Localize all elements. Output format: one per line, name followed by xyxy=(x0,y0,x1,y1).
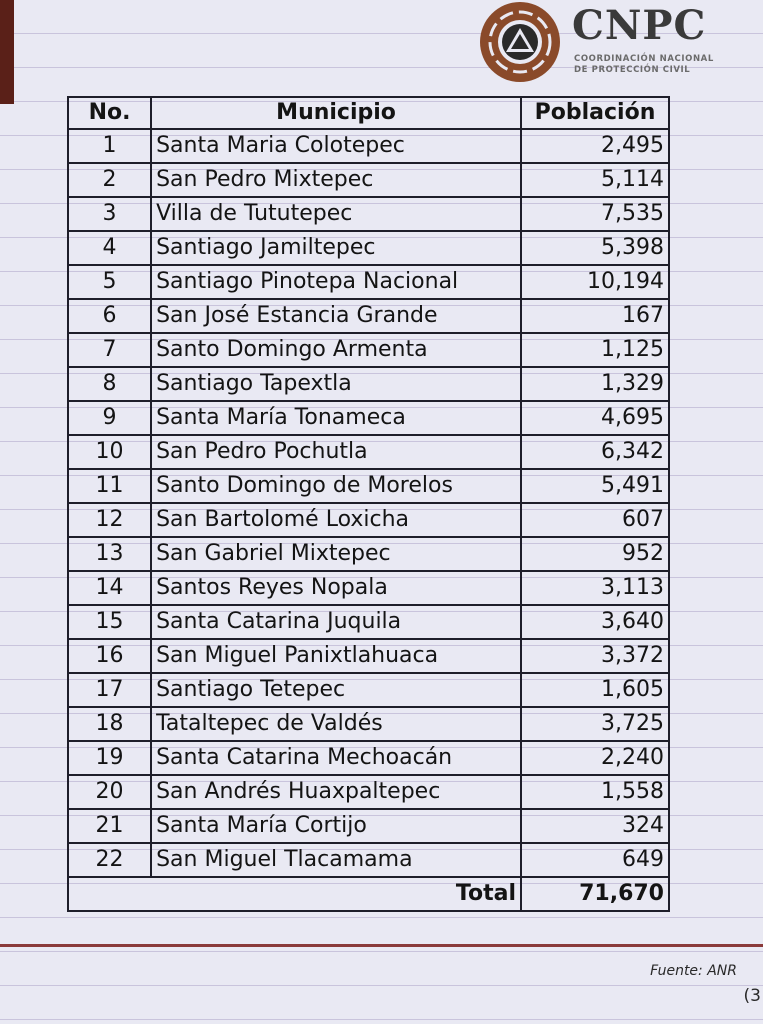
table-row xyxy=(68,231,669,265)
cnpc-emblem-icon xyxy=(478,0,562,84)
source-note: Fuente: ANR xyxy=(650,963,737,979)
table-row xyxy=(68,741,669,775)
row-poblacion: 3,725 xyxy=(521,707,669,741)
row-municipio: Santa María Cortijo xyxy=(151,809,521,843)
row-poblacion: 3,113 xyxy=(521,571,669,605)
header-num: No. xyxy=(68,97,151,129)
row-municipio: Santos Reyes Nopala xyxy=(151,571,521,605)
left-edge-tab xyxy=(0,0,14,104)
row-municipio: Villa de Tututepec xyxy=(151,197,521,231)
table-row xyxy=(68,265,669,299)
row-poblacion: 4,695 xyxy=(521,401,669,435)
header-poblacion: Población xyxy=(521,97,669,129)
row-municipio: Santo Domingo Armenta xyxy=(151,333,521,367)
table-row xyxy=(68,843,669,877)
table-row xyxy=(68,333,669,367)
table-row xyxy=(68,401,669,435)
row-num: 11 xyxy=(68,469,151,503)
table-row xyxy=(68,775,669,809)
population-table xyxy=(67,96,670,912)
row-municipio: San Miguel Tlacamama xyxy=(151,843,521,877)
row-poblacion: 3,640 xyxy=(521,605,669,639)
row-municipio: Santa Catarina Juquila xyxy=(151,605,521,639)
table-row xyxy=(68,503,669,537)
table-header-row xyxy=(68,97,669,129)
row-num: 17 xyxy=(68,673,151,707)
row-num: 1 xyxy=(68,129,151,163)
page-number: (3 xyxy=(743,986,761,1006)
row-municipio: San Bartolomé Loxicha xyxy=(151,503,521,537)
row-municipio: San Miguel Panixtlahuaca xyxy=(151,639,521,673)
row-poblacion: 1,329 xyxy=(521,367,669,401)
row-municipio: Santiago Tetepec xyxy=(151,673,521,707)
row-municipio: Santo Domingo de Morelos xyxy=(151,469,521,503)
row-municipio: San Pedro Mixtepec xyxy=(151,163,521,197)
row-poblacion: 649 xyxy=(521,843,669,877)
total-label: Total xyxy=(68,877,521,911)
row-poblacion: 7,535 xyxy=(521,197,669,231)
row-municipio: San José Estancia Grande xyxy=(151,299,521,333)
row-municipio: San Gabriel Mixtepec xyxy=(151,537,521,571)
table-row xyxy=(68,809,669,843)
header-municipio: Municipio xyxy=(151,97,521,129)
total-row xyxy=(68,877,669,911)
row-poblacion: 6,342 xyxy=(521,435,669,469)
row-num: 3 xyxy=(68,197,151,231)
row-poblacion: 952 xyxy=(521,537,669,571)
cnpc-logo xyxy=(478,0,763,84)
row-poblacion: 2,495 xyxy=(521,129,669,163)
table-row xyxy=(68,605,669,639)
row-poblacion: 1,605 xyxy=(521,673,669,707)
row-municipio: Santa Catarina Mechoacán xyxy=(151,741,521,775)
table-row xyxy=(68,707,669,741)
logo-title: CNPC xyxy=(572,2,707,49)
table-row xyxy=(68,537,669,571)
row-poblacion: 324 xyxy=(521,809,669,843)
row-municipio: Santiago Jamiltepec xyxy=(151,231,521,265)
row-num: 10 xyxy=(68,435,151,469)
row-poblacion: 1,558 xyxy=(521,775,669,809)
total-value: 71,670 xyxy=(521,877,669,911)
row-num: 14 xyxy=(68,571,151,605)
row-municipio: Santa María Tonameca xyxy=(151,401,521,435)
footer-rule xyxy=(0,944,763,947)
row-num: 15 xyxy=(68,605,151,639)
row-poblacion: 2,240 xyxy=(521,741,669,775)
row-poblacion: 167 xyxy=(521,299,669,333)
table-row xyxy=(68,571,669,605)
row-poblacion: 3,372 xyxy=(521,639,669,673)
row-poblacion: 10,194 xyxy=(521,265,669,299)
row-municipio: San Andrés Huaxpaltepec xyxy=(151,775,521,809)
row-municipio: Tataltepec de Valdés xyxy=(151,707,521,741)
table-row xyxy=(68,673,669,707)
row-poblacion: 5,398 xyxy=(521,231,669,265)
row-num: 2 xyxy=(68,163,151,197)
row-num: 8 xyxy=(68,367,151,401)
logo-subtitle xyxy=(574,54,714,76)
row-num: 9 xyxy=(68,401,151,435)
row-num: 19 xyxy=(68,741,151,775)
row-num: 6 xyxy=(68,299,151,333)
logo-subtitle-line2: DE PROTECCIÓN CIVIL xyxy=(574,65,691,75)
row-poblacion: 607 xyxy=(521,503,669,537)
logo-subtitle-line1: COORDINACIÓN NACIONAL xyxy=(574,54,714,64)
row-municipio: Santa Maria Colotepec xyxy=(151,129,521,163)
row-municipio: San Pedro Pochutla xyxy=(151,435,521,469)
row-poblacion: 5,114 xyxy=(521,163,669,197)
table-row xyxy=(68,163,669,197)
row-municipio: Santiago Tapextla xyxy=(151,367,521,401)
row-num: 7 xyxy=(68,333,151,367)
row-num: 13 xyxy=(68,537,151,571)
table-row xyxy=(68,129,669,163)
table-row xyxy=(68,639,669,673)
row-num: 18 xyxy=(68,707,151,741)
row-municipio: Santiago Pinotepa Nacional xyxy=(151,265,521,299)
row-num: 20 xyxy=(68,775,151,809)
row-num: 5 xyxy=(68,265,151,299)
table-row xyxy=(68,299,669,333)
row-num: 22 xyxy=(68,843,151,877)
table-row xyxy=(68,469,669,503)
row-num: 21 xyxy=(68,809,151,843)
row-num: 12 xyxy=(68,503,151,537)
row-poblacion: 1,125 xyxy=(521,333,669,367)
population-table-wrapper xyxy=(67,96,670,912)
table-row xyxy=(68,197,669,231)
table-row xyxy=(68,367,669,401)
row-num: 4 xyxy=(68,231,151,265)
table-row xyxy=(68,435,669,469)
row-poblacion: 5,491 xyxy=(521,469,669,503)
row-num: 16 xyxy=(68,639,151,673)
